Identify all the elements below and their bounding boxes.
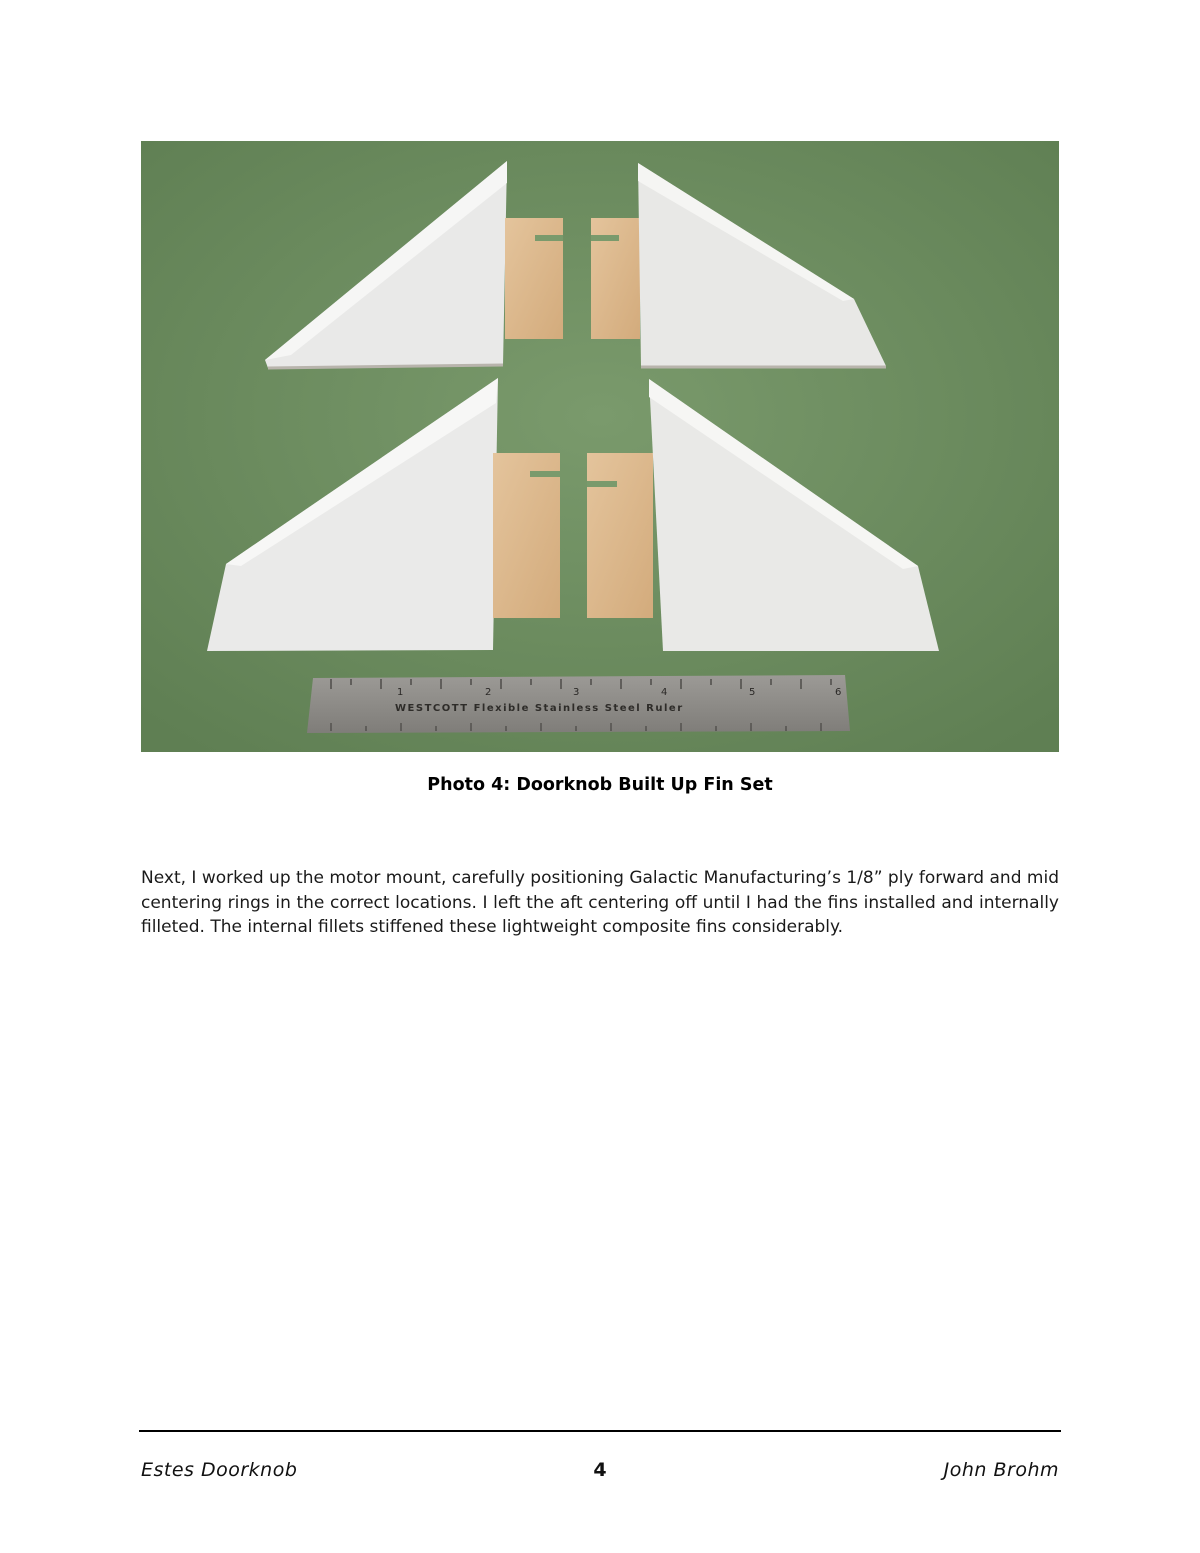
- tab-upper-right: [591, 218, 640, 339]
- steel-ruler: [307, 675, 850, 733]
- ruler-number: 1: [397, 687, 404, 698]
- page-number: 4: [593, 1459, 607, 1481]
- ruler-number: 6: [835, 687, 842, 698]
- ruler-number: 2: [485, 687, 492, 698]
- footer-author: John Brohm: [943, 1459, 1059, 1481]
- ruler-number: 4: [661, 687, 668, 698]
- footer-title: Estes Doorknob: [141, 1459, 298, 1481]
- tab-upper-left: [505, 218, 563, 339]
- footer-divider: [139, 1430, 1061, 1432]
- ruler-brand-text: WESTCOTT Flexible Stainless Steel Ruler: [395, 703, 684, 714]
- ruler-number: 3: [573, 687, 580, 698]
- page-footer: [141, 1459, 1059, 1487]
- ruler-number: 5: [749, 687, 756, 698]
- body-paragraph: Next, I worked up the motor mount, carefully positioning Galactic Manufacturing’s 1/8” ply forward and mid centering rings in the correct locations. I left the aft centering off until I had the fins installed and internally filleted. The internal fillets stiffened these lightweight composite fins considerably.: [141, 868, 1059, 938]
- photo-caption: Photo 4: Doorknob Built Up Fin Set: [427, 775, 773, 795]
- tab-lower-right: [587, 453, 653, 618]
- tab-lower-left: [493, 453, 560, 618]
- fin-set-photo: [141, 141, 1059, 752]
